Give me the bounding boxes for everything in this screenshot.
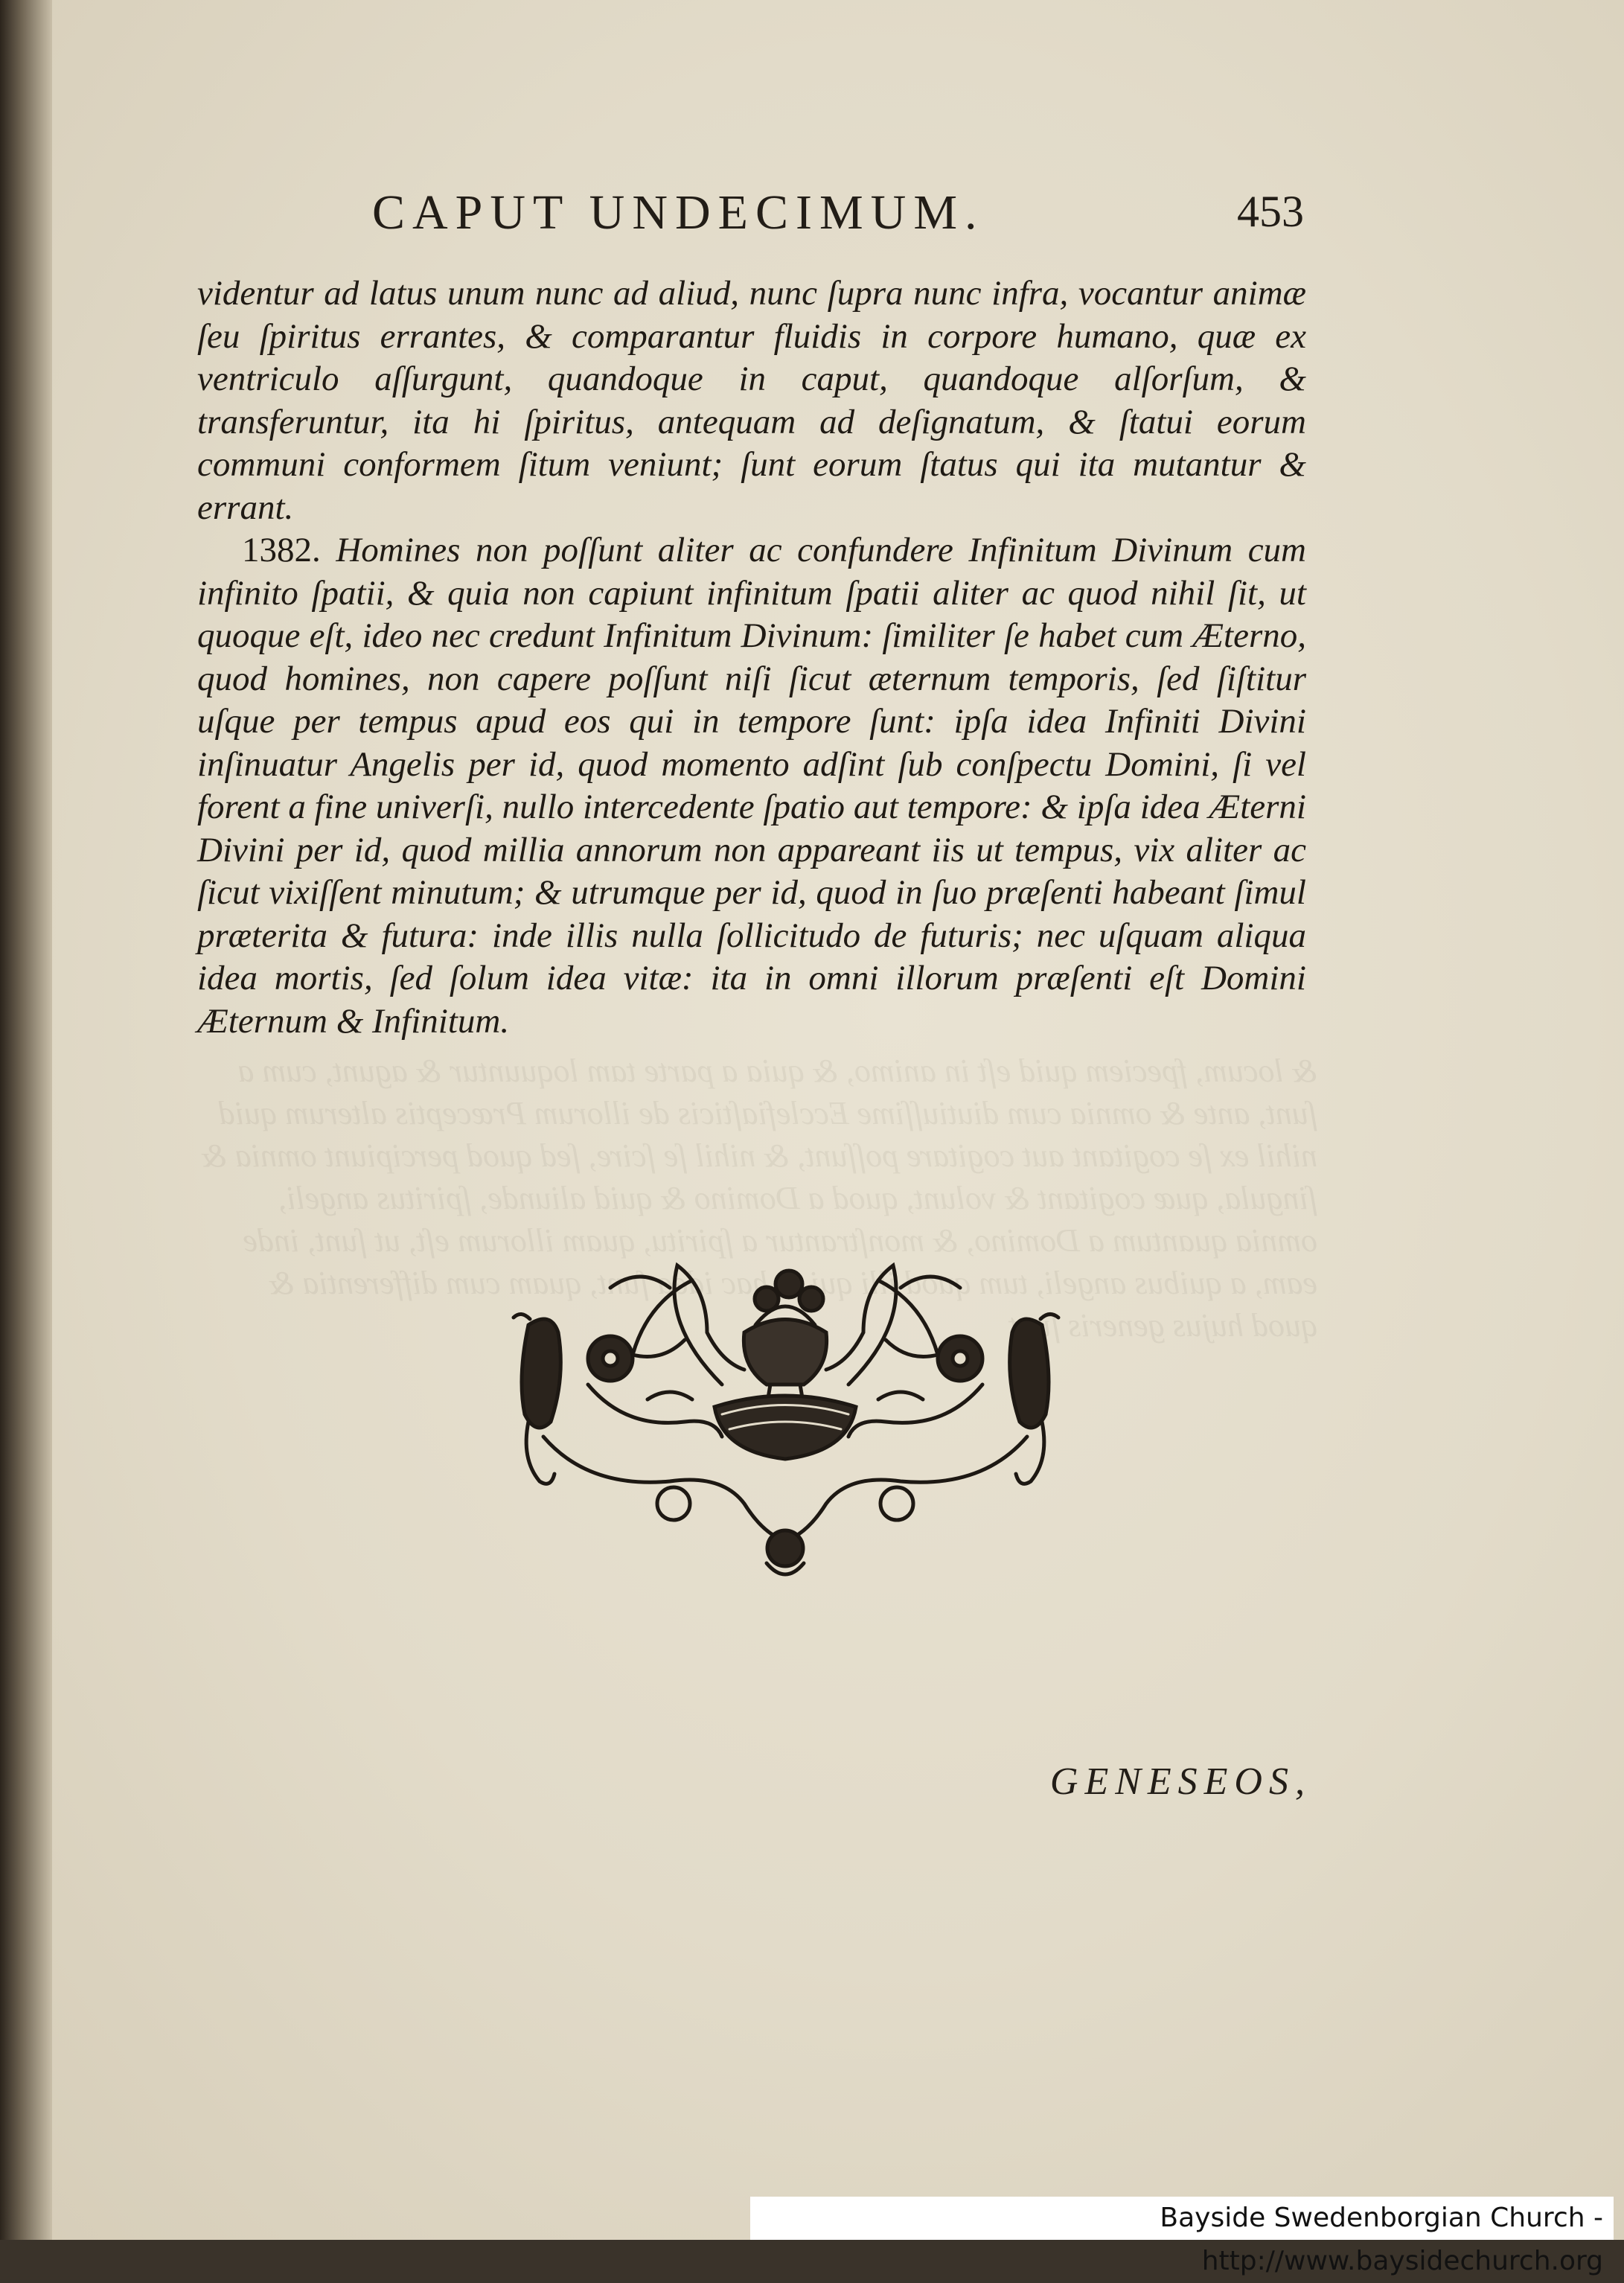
page-header	[372, 185, 1310, 244]
watermark-credit: Bayside Swedenborgian Church - http://www.baysidechurch.org	[750, 2197, 1614, 2240]
paragraph-text: Homines non poſſunt aliter ac confundere Infinitum Divinum cum infinito ſpatii, & quia non capiunt infinitum ſpatii aliter ac quod nihil ſit, ut quoque eſt, ideo nec credunt Infinitum Divinum: ſimiliter ſe habet cum Æterno, quod homines, non capere poſſunt niſi ſicut æternum temporis, ſed ſiſtitur uſque per tempus apud eos qui in tempore ſunt: ipſa idea Infiniti Divini inſinuatur Angelis per id, quod momento adſint ſub conſpectu Domini, ſi vel forent a fine univerſi, nullo intercedente ſpatio aut tempore: & ipſa idea Æterni Divini per id, quod millia annorum non appareant iis ut tempus, vix aliter ac ſicut vixiſſent minutum; & utrumque per id, quod in ſuo præſenti habeant ſimul præterita & futura: inde illis nulla ſollicitudo de futuris; nec uſquam aliqua idea mortis, ſed ſolum idea vitæ: ita in omni illorum præſenti eſt Domini Æternum & Infinitum.	[197, 531, 1307, 1041]
paragraph-1382	[197, 529, 1306, 1043]
continuation-paragraph: videntur ad latus unum nunc ad aliud, nunc ſupra nunc infra, vocantur animæ ſeu ſpiritus errantes, & comparantur fluidis in corpore humano, quæ ex ventriculo aſſurgunt, quandoque in caput, quandoque alſorſum, & transferuntur, ita hi ſpiritus, antequam ad deſignatum, & ſtatui eorum communi conformem ſitum veniunt; ſunt eorum ſtatus qui ita mutantur & errant.	[197, 274, 1306, 527]
paragraph-number: 1382.	[242, 531, 321, 569]
catchword: GENESEOS,	[1049, 1760, 1311, 1803]
body-text	[197, 272, 1306, 1043]
show-through-texture: & locum, fpeciem quid eſt in animo, & quia a parte tam loquuntur & agunt, cum a ſunt, ante & omnia cum diutiuſſime Ecclefiaſticis de illorum Præceptis alterum quid nihil ex ſe cogitant aut cogitare poſſunt, & nihil ſe ſcire, ſed quod percipiunt omnia & ſingula, quæ cogitant & volunt, quod a Domino & quid aliunde, ſpiritus angeli, omnia quantum a Domino, & monſtrantur a ſpiritu, quam illorum eſt, ut ſunt, inde eam, a quibus angeli, tum quod illi qui hac idea ſunt, quam cum differentia & quod hujus generis	[201, 1053, 1317, 1344]
page-number: 453	[1237, 187, 1304, 236]
book-spine-shadow	[0, 0, 52, 2240]
running-head: CAPUT UNDECIMUM.	[372, 185, 985, 240]
floral-urn-ornament-icon	[499, 1236, 1072, 1586]
